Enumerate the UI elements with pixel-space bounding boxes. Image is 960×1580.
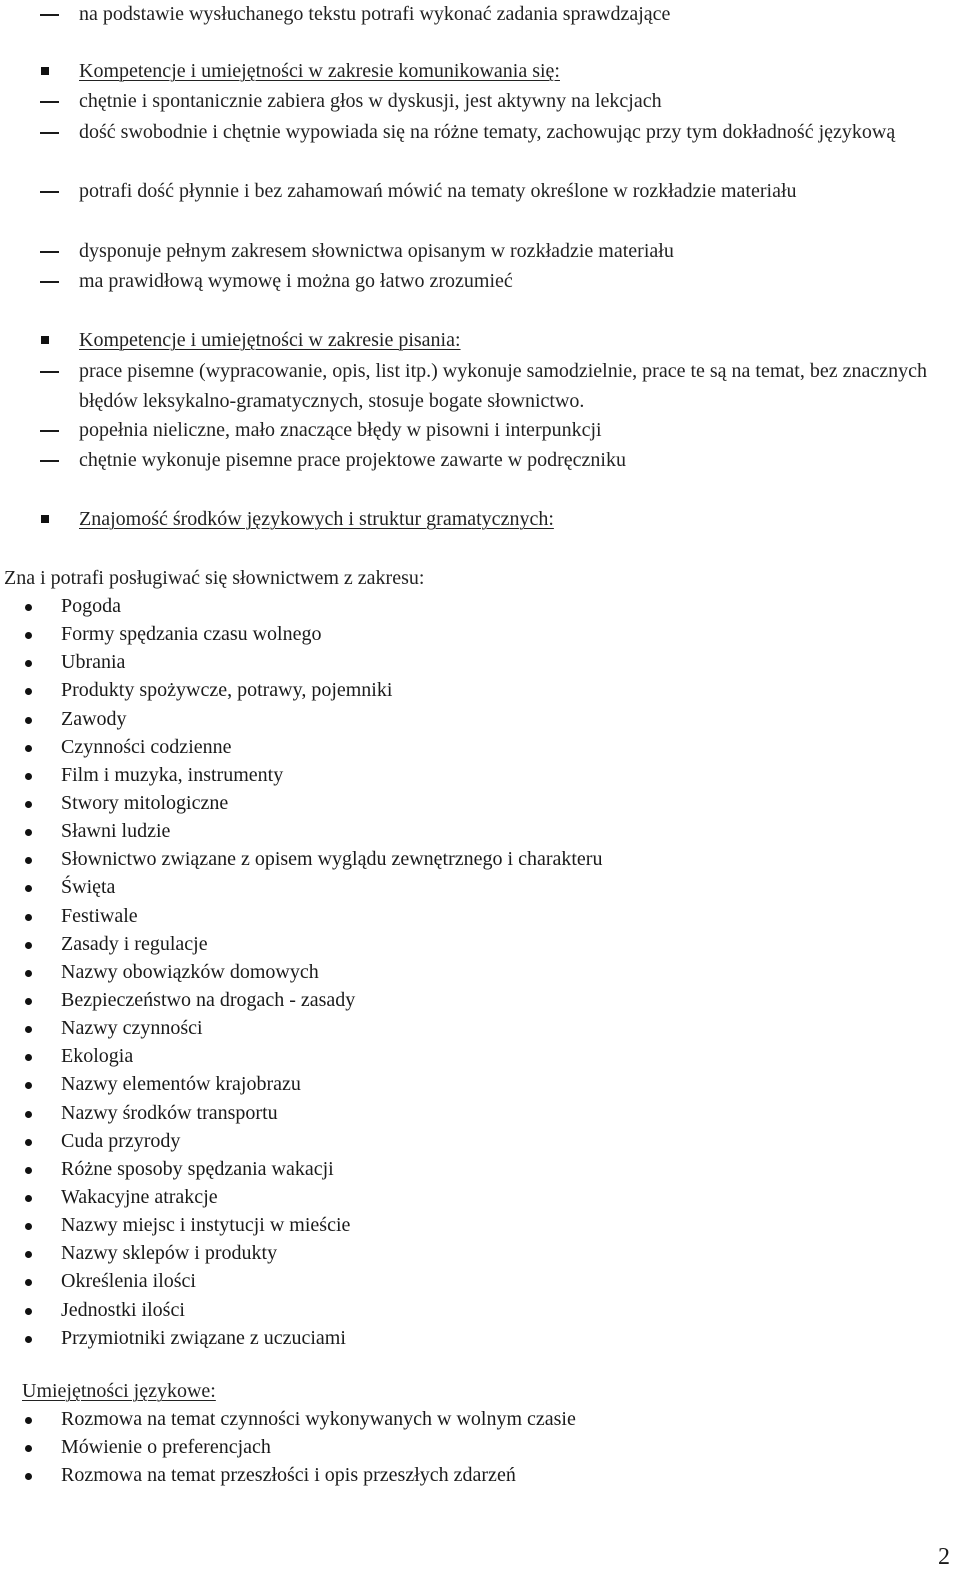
list-item: [0, 1461, 960, 1489]
round-bullet-icon: [25, 914, 32, 921]
list-item: [0, 761, 960, 789]
list-item-text: Przymiotniki związane z uczuciami: [61, 1326, 346, 1349]
writing-heading: Kompetencje i umiejętności w zakresie pisania:: [79, 329, 461, 351]
list-item-text: Sławni ludzie: [61, 820, 171, 843]
list-item: [0, 873, 960, 901]
list-item-text: Święta: [61, 876, 116, 899]
list-item: [0, 1405, 960, 1433]
round-bullet-icon: [25, 717, 32, 724]
list-item: [0, 1183, 960, 1211]
language-skills-list: [0, 1405, 960, 1489]
list-item-text: Formy spędzania czasu wolnego: [61, 623, 322, 646]
list-item-text: Nazwy środków transportu: [61, 1101, 278, 1124]
list-item-text: Wakacyjne atrakcje: [61, 1185, 218, 1208]
round-bullet-icon: [25, 998, 32, 1005]
list-item-text: Rozmowa na temat przeszłości i opis przeszłych zdarzeń: [61, 1464, 516, 1487]
list-item-text: Czynności codzienne: [61, 735, 232, 758]
round-bullet-icon: [25, 1445, 32, 1452]
list-item-text: prace pisemne (wypracowanie, opis, list itp.) wykonuje samodzielnie, prace te są na temat, bez znacznych błędów leksykalno-gramatycznych, stosuje bogate słownictwo.: [79, 360, 927, 412]
list-item-text: Pogoda: [61, 595, 121, 617]
dash-bullet: [40, 281, 59, 283]
dash-bullet: [40, 191, 59, 193]
dash-bullet: [40, 460, 59, 462]
list-item: [0, 1267, 960, 1295]
list-item: [0, 1211, 960, 1239]
round-bullet-icon: [25, 1167, 32, 1174]
list-item-text: Nazwy czynności: [61, 1017, 203, 1040]
round-bullet-icon: [25, 1251, 32, 1258]
list-item: [0, 592, 960, 620]
round-bullet-icon: [25, 1308, 32, 1315]
list-item-text: ma prawidłową wymowę i można go łatwo zrozumieć: [79, 270, 513, 292]
dash-bullet: [40, 251, 59, 253]
vocabulary-list: [0, 592, 960, 1352]
list-item: [0, 676, 960, 704]
list-item-text: Festiwale: [61, 904, 138, 927]
list-item-text: Jednostki ilości: [61, 1298, 185, 1321]
list-item-text: Film i muzyka, instrumenty: [61, 763, 284, 786]
page-number: 2: [938, 1544, 950, 1570]
list-item-text: Ekologia: [61, 1045, 134, 1068]
grammar-heading: Znajomość środków językowych i struktur gramatycznych:: [79, 508, 554, 530]
list-item: [0, 1324, 960, 1352]
list-item: [0, 1239, 960, 1267]
list-item: [0, 620, 960, 648]
round-bullet-icon: [25, 1026, 32, 1033]
round-bullet-icon: [25, 942, 32, 949]
round-bullet-icon: [25, 688, 32, 695]
dash-bullet: [40, 371, 59, 373]
round-bullet-icon: [25, 885, 32, 892]
dash-bullet: [40, 132, 59, 134]
list-item: [0, 733, 960, 761]
list-item: [0, 1070, 960, 1098]
round-bullet-icon: [25, 773, 32, 780]
list-item-text: Zawody: [61, 707, 127, 730]
list-item: [0, 845, 960, 873]
list-item-text: dość swobodnie i chętnie wypowiada się na różne tematy, zachowując przy tym dokładność językową: [79, 121, 896, 143]
square-bullet-icon: [41, 336, 49, 344]
list-item: [0, 1296, 960, 1324]
round-bullet-icon: [25, 1223, 32, 1230]
round-bullet-icon: [25, 1195, 32, 1202]
list-item-text: Zasady i regulacje: [61, 932, 208, 955]
list-item: [0, 648, 960, 676]
list-item: [0, 1433, 960, 1461]
list-item-text: Cuda przyrody: [61, 1129, 181, 1152]
round-bullet-icon: [25, 1417, 32, 1424]
round-bullet-icon: [25, 745, 32, 752]
list-item: [0, 930, 960, 958]
square-bullet-icon: [41, 515, 49, 523]
round-bullet-icon: [25, 1111, 32, 1118]
round-bullet-icon: [25, 1336, 32, 1343]
list-item-text: chętnie wykonuje pisemne prace projektowe zawarte w podręczniku: [79, 449, 626, 471]
list-item-text: Różne sposoby spędzania wakacji: [61, 1157, 334, 1180]
square-bullet-icon: [41, 67, 49, 75]
round-bullet-icon: [25, 1279, 32, 1286]
round-bullet-icon: [25, 801, 32, 808]
list-item: [0, 817, 960, 845]
round-bullet-icon: [25, 829, 32, 836]
list-item-text: Nazwy sklepów i produkty: [61, 1242, 278, 1265]
list-item: [0, 705, 960, 733]
list-item-text: Mówienie o preferencjach: [61, 1436, 271, 1459]
list-item: [0, 1127, 960, 1155]
language-skills-heading: Umiejętności językowe:: [22, 1380, 216, 1402]
dash-bullet: [40, 430, 59, 432]
round-bullet-icon: [25, 660, 32, 667]
list-item: [0, 902, 960, 930]
round-bullet-icon: [25, 970, 32, 977]
list-item-text: Produkty spożywcze, potrawy, pojemniki: [61, 679, 393, 702]
round-bullet-icon: [25, 1139, 32, 1146]
list-item: [0, 986, 960, 1014]
list-item-text: Nazwy elementów krajobrazu: [61, 1073, 301, 1096]
round-bullet-icon: [25, 632, 32, 639]
list-item-text: Ubrania: [61, 651, 126, 674]
list-item-text: Rozmowa na temat czynności wykonywanych w wolnym czasie: [61, 1408, 576, 1430]
list-item: [0, 1155, 960, 1183]
dash-bullet: [40, 14, 59, 16]
vocabulary-intro: Zna i potrafi posługiwać się słownictwem z zakresu:: [4, 567, 425, 589]
list-item-text: Słownictwo związane z opisem wyglądu zewnętrznego i charakteru: [61, 848, 603, 871]
list-item-text: na podstawie wysłuchanego tekstu potrafi wykonać zadania sprawdzające: [79, 3, 671, 25]
list-item-text: Stwory mitologiczne: [61, 791, 229, 814]
list-item-text: Określenia ilości: [61, 1270, 196, 1293]
round-bullet-icon: [25, 604, 32, 611]
round-bullet-icon: [25, 1054, 32, 1061]
list-item-text: chętnie i spontanicznie zabiera głos w dyskusji, jest aktywny na lekcjach: [79, 90, 662, 112]
list-item: [0, 1099, 960, 1127]
list-item-text: Bezpieczeństwo na drogach - zasady: [61, 988, 356, 1011]
list-item-text: dysponuje pełnym zakresem słownictwa opisanym w rozkładzie materiału: [79, 240, 674, 262]
round-bullet-icon: [25, 1473, 32, 1480]
list-item-text: Nazwy miejsc i instytucji w mieście: [61, 1214, 351, 1237]
list-item: [0, 1042, 960, 1070]
list-item: [0, 789, 960, 817]
communication-heading: Kompetencje i umiejętności w zakresie komunikowania się:: [79, 60, 560, 82]
list-item-text: potrafi dość płynnie i bez zahamowań mówić na tematy określone w rozkładzie materiału: [79, 180, 797, 202]
list-item-text: Nazwy obowiązków domowych: [61, 960, 319, 983]
round-bullet-icon: [25, 1082, 32, 1089]
list-item: [0, 1014, 960, 1042]
list-item: [0, 958, 960, 986]
round-bullet-icon: [25, 857, 32, 864]
list-item-text: popełnia nieliczne, mało znaczące błędy w pisowni i interpunkcji: [79, 419, 602, 441]
dash-bullet: [40, 101, 59, 103]
